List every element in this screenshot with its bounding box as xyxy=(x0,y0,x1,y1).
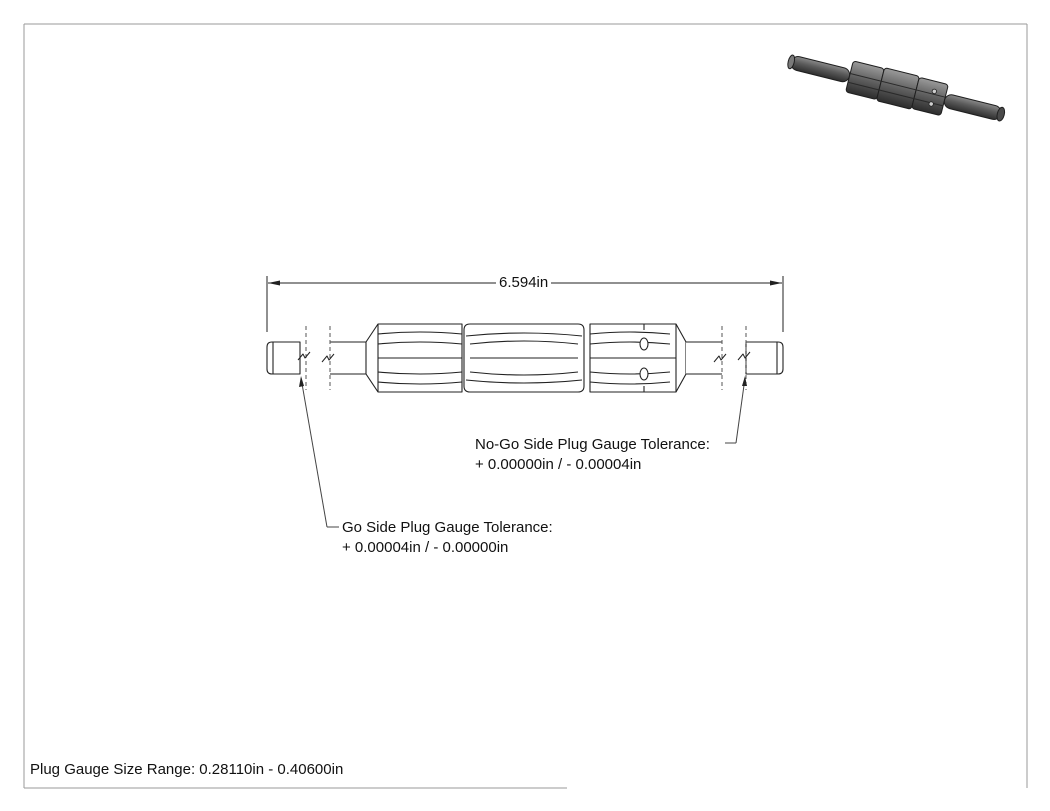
break-lines-left xyxy=(306,326,330,390)
plug-gauge-side-view xyxy=(267,324,783,392)
go-leader xyxy=(299,376,339,527)
nogo-tolerance-value: + 0.00000in / - 0.00004in xyxy=(475,456,642,473)
sheet-border xyxy=(24,24,1027,788)
go-tolerance-title: Go Side Plug Gauge Tolerance: xyxy=(342,519,553,536)
break-marks-left xyxy=(298,352,334,362)
nogo-leader xyxy=(725,376,747,443)
left-collar xyxy=(366,324,462,392)
break-lines-right xyxy=(722,326,746,390)
center-handle xyxy=(464,324,584,392)
go-member xyxy=(267,342,366,374)
isometric-preview xyxy=(784,45,1008,132)
right-collar xyxy=(590,324,686,392)
go-tolerance-value: + 0.00004in / - 0.00000in xyxy=(342,539,509,556)
nogo-tolerance-title: No-Go Side Plug Gauge Tolerance: xyxy=(475,436,710,453)
size-range-note: Plug Gauge Size Range: 0.28110in - 0.40600in xyxy=(30,761,344,778)
overall-length-label: 6.594in xyxy=(496,273,551,292)
nogo-member xyxy=(686,342,783,374)
